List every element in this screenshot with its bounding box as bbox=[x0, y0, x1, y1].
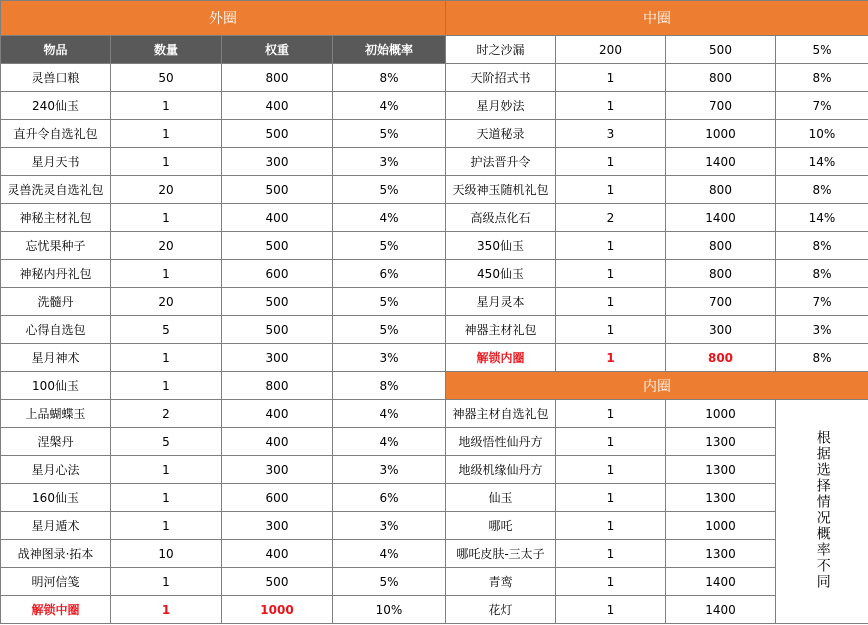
table-cell: 5% bbox=[333, 568, 446, 596]
table-cell: 10% bbox=[333, 596, 446, 624]
table-cell: 战神图录·拓本 bbox=[1, 540, 111, 568]
table-row bbox=[1, 568, 446, 596]
table-cell: 5% bbox=[333, 232, 446, 260]
table-cell: 1 bbox=[556, 260, 666, 288]
table-row bbox=[1, 428, 446, 456]
table-cell: 240仙玉 bbox=[1, 92, 111, 120]
table-cell: 5% bbox=[333, 288, 446, 316]
table-cell: 500 bbox=[222, 316, 333, 344]
table-cell: 涅槃丹 bbox=[1, 428, 111, 456]
table-cell: 800 bbox=[666, 176, 776, 204]
table-cell: 1 bbox=[556, 176, 666, 204]
table-row bbox=[1, 512, 446, 540]
table-cell: 450仙玉 bbox=[446, 260, 556, 288]
table-cell: 8% bbox=[776, 232, 868, 260]
table-cell: 800 bbox=[222, 372, 333, 400]
table-row bbox=[446, 64, 868, 92]
table-cell: 1000 bbox=[666, 512, 776, 540]
table-cell: 1 bbox=[556, 232, 666, 260]
table-row bbox=[446, 148, 868, 176]
table-cell: 7% bbox=[776, 92, 868, 120]
table-cell: 星月遁术 bbox=[1, 512, 111, 540]
table-cell: 1 bbox=[556, 484, 666, 512]
table-cell: 5 bbox=[111, 316, 222, 344]
table-cell: 14% bbox=[776, 204, 868, 232]
column-header: 初始概率 bbox=[333, 36, 446, 64]
table-cell: 8% bbox=[776, 344, 868, 372]
middle-title-row bbox=[446, 1, 868, 36]
table-cell: 300 bbox=[666, 316, 776, 344]
table-cell: 3 bbox=[556, 120, 666, 148]
table-cell: 1 bbox=[556, 456, 666, 484]
table-cell: 哪吒皮肤-三太子 bbox=[446, 540, 556, 568]
column-header: 权重 bbox=[222, 36, 333, 64]
table-cell: 1 bbox=[556, 540, 666, 568]
table-row bbox=[446, 316, 868, 344]
table-cell: 800 bbox=[666, 64, 776, 92]
table-cell: 天道秘录 bbox=[446, 120, 556, 148]
table-row bbox=[1, 176, 446, 204]
table-cell: 50 bbox=[111, 64, 222, 92]
table-row bbox=[446, 92, 868, 120]
table-cell: 3% bbox=[333, 512, 446, 540]
table-cell: 3% bbox=[333, 456, 446, 484]
inner-ring-title: 内圈 bbox=[446, 372, 868, 400]
table-cell: 神秘内丹礼包 bbox=[1, 260, 111, 288]
table-cell: 1300 bbox=[666, 484, 776, 512]
table-cell: 1000 bbox=[222, 596, 333, 624]
table-row bbox=[1, 204, 446, 232]
table-cell: 1400 bbox=[666, 568, 776, 596]
table-row bbox=[1, 316, 446, 344]
table-row bbox=[1, 92, 446, 120]
table-cell: 4% bbox=[333, 540, 446, 568]
table-cell: 500 bbox=[222, 176, 333, 204]
table-row bbox=[1, 372, 446, 400]
table-cell: 3% bbox=[776, 316, 868, 344]
table-cell: 花灯 bbox=[446, 596, 556, 624]
probability-note-cell bbox=[776, 400, 868, 624]
table-cell: 160仙玉 bbox=[1, 484, 111, 512]
table-cell: 200 bbox=[556, 36, 666, 64]
inner-title-row bbox=[446, 372, 868, 400]
table-row bbox=[446, 344, 868, 372]
table-cell: 1 bbox=[556, 596, 666, 624]
table-cell: 1 bbox=[111, 372, 222, 400]
table-cell: 400 bbox=[222, 204, 333, 232]
table-cell: 1 bbox=[111, 568, 222, 596]
table-cell: 1 bbox=[556, 316, 666, 344]
table-cell: 1 bbox=[556, 568, 666, 596]
table-cell: 3% bbox=[333, 148, 446, 176]
middle-ring-title: 中圈 bbox=[446, 1, 868, 36]
table-cell: 1300 bbox=[666, 456, 776, 484]
table-cell: 星月灵本 bbox=[446, 288, 556, 316]
table-cell: 1000 bbox=[666, 120, 776, 148]
table-cell: 护法晋升令 bbox=[446, 148, 556, 176]
table-cell: 地级机缘仙丹方 bbox=[446, 456, 556, 484]
table-cell: 5% bbox=[333, 120, 446, 148]
table-cell: 1 bbox=[556, 344, 666, 372]
table-cell: 1 bbox=[111, 512, 222, 540]
table-cell: 800 bbox=[666, 344, 776, 372]
table-cell: 1 bbox=[111, 596, 222, 624]
table-row bbox=[446, 120, 868, 148]
table-cell: 1 bbox=[111, 204, 222, 232]
table-cell: 14% bbox=[776, 148, 868, 176]
table-cell: 星月妙法 bbox=[446, 92, 556, 120]
table-cell: 1 bbox=[556, 428, 666, 456]
table-cell: 忘忧果种子 bbox=[1, 232, 111, 260]
table-cell: 800 bbox=[666, 232, 776, 260]
table-cell: 300 bbox=[222, 512, 333, 540]
table-row bbox=[446, 260, 868, 288]
table-cell: 2 bbox=[111, 400, 222, 428]
table-cell: 1300 bbox=[666, 428, 776, 456]
table-cell: 时之沙漏 bbox=[446, 36, 556, 64]
table-cell: 解锁中圈 bbox=[1, 596, 111, 624]
table-cell: 哪吒 bbox=[446, 512, 556, 540]
middle-inner-ring-table bbox=[445, 0, 868, 624]
table-cell: 800 bbox=[666, 260, 776, 288]
table-cell: 神秘主材礼包 bbox=[1, 204, 111, 232]
table-cell: 20 bbox=[111, 288, 222, 316]
table-cell: 1 bbox=[556, 64, 666, 92]
table-cell: 5% bbox=[333, 316, 446, 344]
table-cell: 高级点化石 bbox=[446, 204, 556, 232]
table-cell: 1 bbox=[111, 456, 222, 484]
table-cell: 青鸾 bbox=[446, 568, 556, 596]
table-cell: 400 bbox=[222, 540, 333, 568]
table-row bbox=[1, 64, 446, 92]
table-cell: 5% bbox=[776, 36, 868, 64]
table-cell: 洗髓丹 bbox=[1, 288, 111, 316]
table-cell: 星月心法 bbox=[1, 456, 111, 484]
probability-note: 根据选择情况概率不同 bbox=[814, 430, 831, 590]
table-cell: 1 bbox=[111, 484, 222, 512]
table-cell: 1400 bbox=[666, 148, 776, 176]
table-cell: 6% bbox=[333, 484, 446, 512]
column-header: 物品 bbox=[1, 36, 111, 64]
table-cell: 4% bbox=[333, 428, 446, 456]
table-cell: 星月神术 bbox=[1, 344, 111, 372]
table-cell: 8% bbox=[776, 260, 868, 288]
table-cell: 3% bbox=[333, 344, 446, 372]
table-cell: 300 bbox=[222, 456, 333, 484]
table-cell: 直升令自选礼包 bbox=[1, 120, 111, 148]
table-cell: 解锁内圈 bbox=[446, 344, 556, 372]
table-cell: 1 bbox=[556, 288, 666, 316]
table-row bbox=[1, 540, 446, 568]
table-cell: 1000 bbox=[666, 400, 776, 428]
table-cell: 神器主材礼包 bbox=[446, 316, 556, 344]
table-cell: 600 bbox=[222, 260, 333, 288]
table-cell: 800 bbox=[222, 64, 333, 92]
table-cell: 1 bbox=[556, 148, 666, 176]
outer-ring-title: 外圈 bbox=[1, 1, 446, 36]
table-cell: 400 bbox=[222, 92, 333, 120]
table-cell: 400 bbox=[222, 400, 333, 428]
table-cell: 700 bbox=[666, 288, 776, 316]
table-cell: 天阶招式书 bbox=[446, 64, 556, 92]
table-cell: 20 bbox=[111, 232, 222, 260]
table-cell: 1 bbox=[111, 120, 222, 148]
table-row bbox=[1, 288, 446, 316]
outer-header-row bbox=[1, 36, 446, 64]
table-cell: 1 bbox=[556, 512, 666, 540]
table-cell: 350仙玉 bbox=[446, 232, 556, 260]
table-cell: 灵兽口粮 bbox=[1, 64, 111, 92]
table-cell: 灵兽洗灵自选礼包 bbox=[1, 176, 111, 204]
table-row bbox=[446, 204, 868, 232]
table-row bbox=[446, 176, 868, 204]
table-cell: 700 bbox=[666, 92, 776, 120]
table-cell: 300 bbox=[222, 148, 333, 176]
table-row bbox=[1, 456, 446, 484]
table-cell: 上品蝴蝶玉 bbox=[1, 400, 111, 428]
table-cell: 500 bbox=[222, 288, 333, 316]
table-row bbox=[446, 36, 868, 64]
table-cell: 10% bbox=[776, 120, 868, 148]
table-cell: 2 bbox=[556, 204, 666, 232]
table-row bbox=[446, 232, 868, 260]
table-cell: 500 bbox=[666, 36, 776, 64]
table-cell: 1 bbox=[111, 92, 222, 120]
table-cell: 8% bbox=[776, 64, 868, 92]
table-cell: 1 bbox=[111, 260, 222, 288]
table-cell: 8% bbox=[776, 176, 868, 204]
table-row bbox=[446, 400, 868, 428]
table-cell: 1400 bbox=[666, 596, 776, 624]
table-cell: 100仙玉 bbox=[1, 372, 111, 400]
table-cell: 仙玉 bbox=[446, 484, 556, 512]
table-cell: 1 bbox=[111, 148, 222, 176]
table-row bbox=[1, 344, 446, 372]
table-cell: 500 bbox=[222, 120, 333, 148]
table-cell: 8% bbox=[333, 64, 446, 92]
table-row bbox=[1, 596, 446, 624]
table-cell: 明河信笺 bbox=[1, 568, 111, 596]
table-cell: 1 bbox=[556, 92, 666, 120]
table-cell: 10 bbox=[111, 540, 222, 568]
table-row bbox=[1, 260, 446, 288]
outer-title-row bbox=[1, 1, 446, 36]
table-cell: 星月天书 bbox=[1, 148, 111, 176]
table-cell: 4% bbox=[333, 92, 446, 120]
table-cell: 500 bbox=[222, 568, 333, 596]
table-cell: 500 bbox=[222, 232, 333, 260]
table-cell: 神器主材自选礼包 bbox=[446, 400, 556, 428]
table-cell: 600 bbox=[222, 484, 333, 512]
table-cell: 4% bbox=[333, 204, 446, 232]
table-cell: 400 bbox=[222, 428, 333, 456]
table-row bbox=[1, 148, 446, 176]
table-cell: 1400 bbox=[666, 204, 776, 232]
table-cell: 6% bbox=[333, 260, 446, 288]
table-cell: 20 bbox=[111, 176, 222, 204]
table-cell: 心得自选包 bbox=[1, 316, 111, 344]
table-cell: 5 bbox=[111, 428, 222, 456]
table-cell: 300 bbox=[222, 344, 333, 372]
table-cell: 7% bbox=[776, 288, 868, 316]
table-row bbox=[1, 484, 446, 512]
table-cell: 天级神玉随机礼包 bbox=[446, 176, 556, 204]
table-row bbox=[1, 400, 446, 428]
table-cell: 地级悟性仙丹方 bbox=[446, 428, 556, 456]
column-header: 数量 bbox=[111, 36, 222, 64]
table-cell: 1 bbox=[111, 344, 222, 372]
table-cell: 5% bbox=[333, 176, 446, 204]
table-row bbox=[446, 288, 868, 316]
table-row bbox=[1, 232, 446, 260]
table-cell: 1 bbox=[556, 400, 666, 428]
table-cell: 8% bbox=[333, 372, 446, 400]
table-row bbox=[1, 120, 446, 148]
table-cell: 4% bbox=[333, 400, 446, 428]
table-cell: 1300 bbox=[666, 540, 776, 568]
